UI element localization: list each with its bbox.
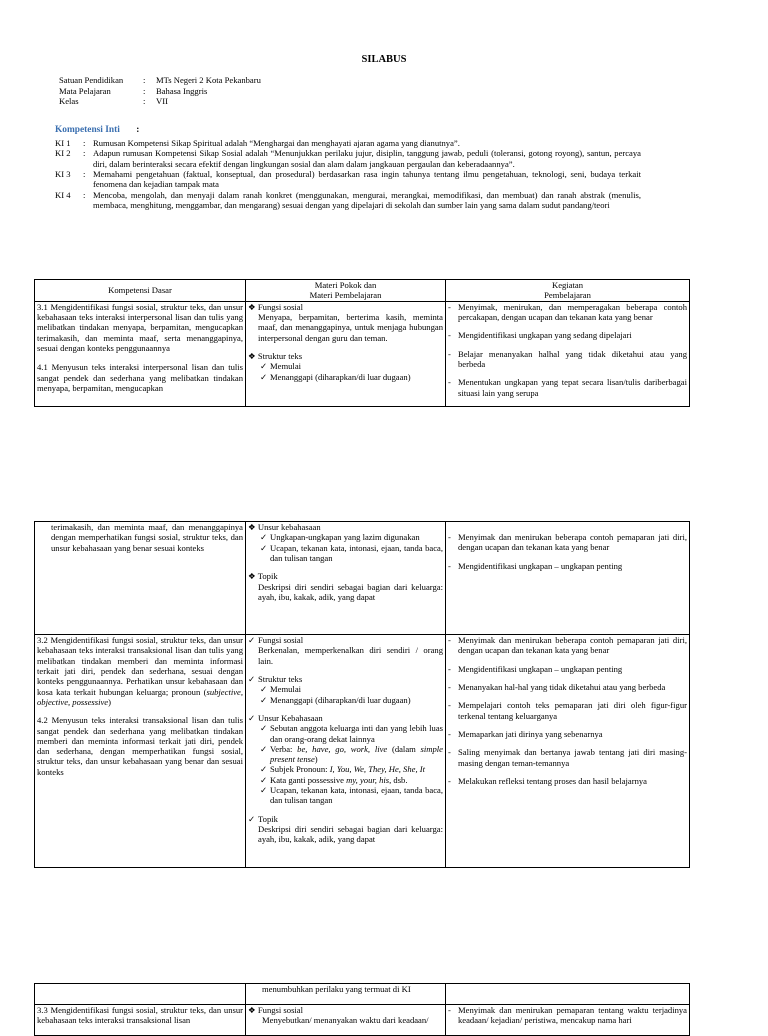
fungsi-sosial-title: Fungsi sosial [258,635,304,645]
meta-value: MTs Negeri 2 Kota Pekanbaru [156,75,261,85]
fungsi-sosial-text: Menyapa, berpamitan, berterima kasih, meminta maaf, dan menanggapinya, untuk menjaga hubungan interpersonal dengan guru dan teman. [258,311,443,343]
kegiatan-item: - Memaparkan jati dirinya yang sebenarnya [448,728,603,739]
topik-title: Topik [257,571,278,582]
kegiatan-cell [446,522,690,635]
topik-text: Deskripsi diri sendiri sebagai bagian dari keluarga: ayah, ibu, kakak, adik, yang dapat [258,824,443,845]
kegiatan-cell [446,635,690,868]
ki-item: KI 3 : Memahami pengetahuan (faktual, konseptual, dan prosedural) berdasarkan rasa ingin tahunya tentang ilmu pengetahuan, teknologi, seni, budaya terkait fenomena dan kejadian tampak mata [55,168,641,190]
ki-item: KI 2 : Adapun rumusan Kompetensi Sikap Sosial adalah “Menunjukkan perilaku jujur, disiplin, tanggung jawab, peduli (toleransi, gotong royong), santun, percaya diri, dalam berinteraksi secara efektif dengan lingkungan sosial dan alam dalam jangkauan pergaulan dan keberadaannya”. [55,148,641,169]
topik-text-cont: menumbuhkan perilaku yang termuat di KI [262,984,411,994]
check-icon: ✓ [248,673,256,684]
kd-3-2: 3.2 Mengidentifikasi fungsi sosial, struktur teks, dan unsur kebahasaan teks interaksi transaksional lisan dan tulis yang melibatkan tindakan memberi dan meminta informasi terkait jati diri, pendek dan sederhana, sesuai dengan konteks penggunaannya. Perhatikan unsur kebahasaan dan kosa kata terkait hubungan keluarga; pronoun (subjective, objective, possessive) [37,635,243,707]
meta-value: Bahasa Inggris [156,85,208,96]
unsur-kebahasaan-title: Unsur kebahasaan [257,522,321,532]
check-icon: ✓ [260,723,268,734]
kegiatan-item: - Melakukan refleksi tentang proses dan hasil belajarnya [448,775,647,786]
kd-cell [35,301,246,406]
diamond-bullet-icon: ❖ [248,571,256,582]
kd-4-2: 4.2 Menyusun teks interaksi transaksional lisan dan tulis sangat pendek dan sederhana yang melibatkan tindakan memberi dan meminta informasi terkait jati diri, pendek dan sederhana, dengan memperhatikan fungsi sosial, struktur teks, dan unsur kebahasaan yang benar dan sesuai konteks [37,715,243,777]
kegiatan-item: - Saling menyimak dan bertanya jawab tentang jati diri masing-masing dengan teman-temannya [448,747,687,768]
kd-4-1-cont: terimakasih, dan meminta maaf, dan menanggapinya dengan memperhatikan fungsi sosial, struktur teks, dan unsur kebahasaan yang benar sesuai konteks [51,522,243,553]
ki-item: KI 4 : Mencoba, mengolah, dan menyaji dalam ranah konkret (menggunakan, mengurai, merangkai, memodifikasi, dan membuat) dan ranah abstrak (menulis, membaca, menghitung, menggambar, dan mengarang) sesuai dengan yang dipelajari di sekolah dan sumber lain yang sama dalam sudut pandang/teori [55,189,641,210]
check-icon: ✓ [260,684,268,695]
kegiatan-item: - Mempelajari contoh teks pemaparan jati diri oleh figur-figur terkenal tentang keluarganya [448,700,687,721]
ki-item: KI 1 : Rumusan Kompetensi Sikap Spiritual adalah “Menghargai dan menghayati ajaran agama yang dianutnya”. [55,138,460,148]
check-icon: ✓ [260,542,268,553]
unsur-kebahasaan-title: Unsur Kebahasaan [258,712,323,723]
ki-heading-label: Kompetensi Inti [55,125,120,135]
check-icon: ✓ [260,785,268,796]
kd-cell [35,635,246,868]
check-icon: ✓ [260,743,268,754]
kegiatan-item: - Mengidentifikasi ungkapan – ungkapan penting [448,663,623,674]
syllabus-table-page-1 [34,279,690,407]
check-icon: ✓ [260,774,268,785]
header-kd: Kompetensi Dasar [35,280,246,302]
kd-cell [35,522,246,635]
meta-key: Satuan Pendidikan [59,75,124,85]
page-title: SILABUS [361,54,407,65]
check-icon: ✓ [260,694,268,705]
check-icon: ✓ [248,712,256,723]
kegiatan-item: - Menyimak dan menirukan pemaparan tentang waktu terjadinya keadaan/ kejadian/ peristiwa, mencakup nama hari [448,1005,687,1026]
kegiatan-item: - Mengidentifikasi ungkapan yang sedang dipelajari [448,330,632,341]
kegiatan-cell [446,301,690,406]
kegiatan-item: - Mengidentifikasi ungkapan – ungkapan penting [448,560,623,571]
meta-key: Kelas [59,96,79,106]
check-icon: ✓ [248,813,256,824]
diamond-bullet-icon: ❖ [248,350,256,361]
ki-heading: Kompetensi Inti : [55,125,140,135]
fungsi-sosial-title: Fungsi sosial [257,1005,304,1015]
materi-cell: ❖ Fungsi sosial Menyapa, berpamitan, berterima kasih, meminta maaf, dan menanggapinya, untuk menjaga hubungan interpersonal dengan guru dan teman. ❖ Struktur teks ✓ Memulai ✓ Menanggapi (diharapkan/di luar dugaan) [246,301,446,406]
kd-4-1: 4.1 Menyusun teks interaksi interpersonal lisan dan tulis sangat pendek dan sederhana yang melibatkan tindakan menyapa, berpamitan, mengucapkan [37,362,243,393]
meta-info: Satuan Pendidikan : MTs Negeri 2 Kota Pekanbaru Mata Pelajaran : Bahasa Inggris Kelas : VII [59,75,261,106]
materi-cell: ❖ Unsur kebahasaan ✓ Ungkapan-ungkapan yang lazim digunakan ✓ Ucapan, tekanan kata, intonasi, ejaan, tanda baca, dan tulisan tangan ❖ Topik Deskripsi diri sendiri sebagai bagian dari keluarga: ayah, ibu, kakak, adik, yang dapat [246,522,446,635]
diamond-bullet-icon: ❖ [248,301,256,312]
materi-cell: ✓ Fungsi sosial Berkenalan, memperkenalkan diri sendiri / orang lain. ✓ Struktur teks ✓ Memulai ✓ Menanggapi (diharapkan/di luar dugaan) ✓ Unsur Kebahasaan ✓ Sebutan anggota keluarga inti dan yang lebih luas dan orang-orang dekat lainnya ✓ Verba: be, have, go, work, live (dalam simple present tense) ✓ Subjek Pronoun: I, You, We, They, He, She, It ✓ Kata ganti possessive my, your, his, dsb. ✓ Ucapan, tekanan kata, intonasi, ejaan, tanda baca, dan tulisan tangan ✓ Topik Deskripsi diri sendiri sebagai bagian dari keluarga: ayah, ibu, kakak, adik, yang dapat [246,635,446,868]
check-icon: ✓ [260,361,268,372]
kegiatan-item: - Menanyakan hal-hal yang tidak diketahui atau yang berbeda [448,681,666,692]
kegiatan-cell [446,984,690,1005]
syllabus-table-page-2 [34,521,690,868]
kd-cell [35,1005,246,1036]
kegiatan-item: - Menyimak, menirukan, dan memperagakan beberapa contoh percakapan, dengan ucapan dan tekanan kata yang benar [448,301,687,322]
kegiatan-cell [446,1005,690,1036]
ki-list [55,138,641,210]
topik-title: Topik [258,813,278,824]
syllabus-table-page-3 [34,983,690,1036]
fungsi-sosial-text: Berkenalan, memperkenalkan diri sendiri / orang lain. [258,645,443,666]
struktur-teks-title: Struktur teks [258,673,303,684]
fungsi-sosial-title: Fungsi sosial [257,301,304,312]
kd-3-3: 3.3 Mengidentifikasi fungsi sosial, struktur teks, dan unsur kebahasaan teks interaksi transaksional lisan [37,1005,243,1026]
kegiatan-item: - Menyimak dan menirukan beberapa contoh pemaparan jati diri, dengan ucapan dan tekanan kata yang benar [448,635,687,656]
kd-3-1: 3.1 Mengidentifikasi fungsi sosial, struktur teks, dan unsur kebahasaan teks interaksi interpersonal lisan dan tulis yang melibatkan tindakan menyapa, berpamitan, mengucapkan terimakasih, dan meminta maaf, serta menanggapinya, sesuai dengan konteks penggunaannya [37,301,243,353]
kegiatan-item: - Menyimak dan menirukan beberapa contoh pemaparan jati diri, dengan ucapan dan tekanan kata yang benar [448,532,687,553]
check-icon: ✓ [260,532,268,543]
kegiatan-item: - Belajar menanyakan halhal yang tidak diketahui atau yang berbeda [448,348,687,369]
check-icon: ✓ [260,764,268,775]
kd-cell [35,984,246,1005]
struktur-teks-title: Struktur teks [257,350,303,361]
meta-key: Mata Pelajaran [59,85,111,96]
diamond-bullet-icon: ❖ [248,522,256,532]
header-materi: Materi Pokok dan Materi Pembelajaran [246,280,446,302]
materi-cell [246,984,446,1005]
kegiatan-item: - Menentukan ungkapan yang tepat secara lisan/tulis dariberbagai situasi lain yang serupa [448,377,687,398]
diamond-bullet-icon: ❖ [248,1005,256,1015]
meta-value: VII [156,96,168,106]
check-icon: ✓ [260,371,268,382]
materi-cell [246,1005,446,1036]
check-icon: ✓ [248,635,256,645]
fungsi-sosial-text: Menyebutkan/ menanyakan waktu dari keadaan/ [262,1015,429,1026]
topik-text: Deskripsi diri sendiri sebagai bagian dari keluarga: ayah, ibu, kakak, adik, yang dapat [258,581,443,602]
header-kegiatan: Kegiatan Pembelajaran [446,280,690,302]
